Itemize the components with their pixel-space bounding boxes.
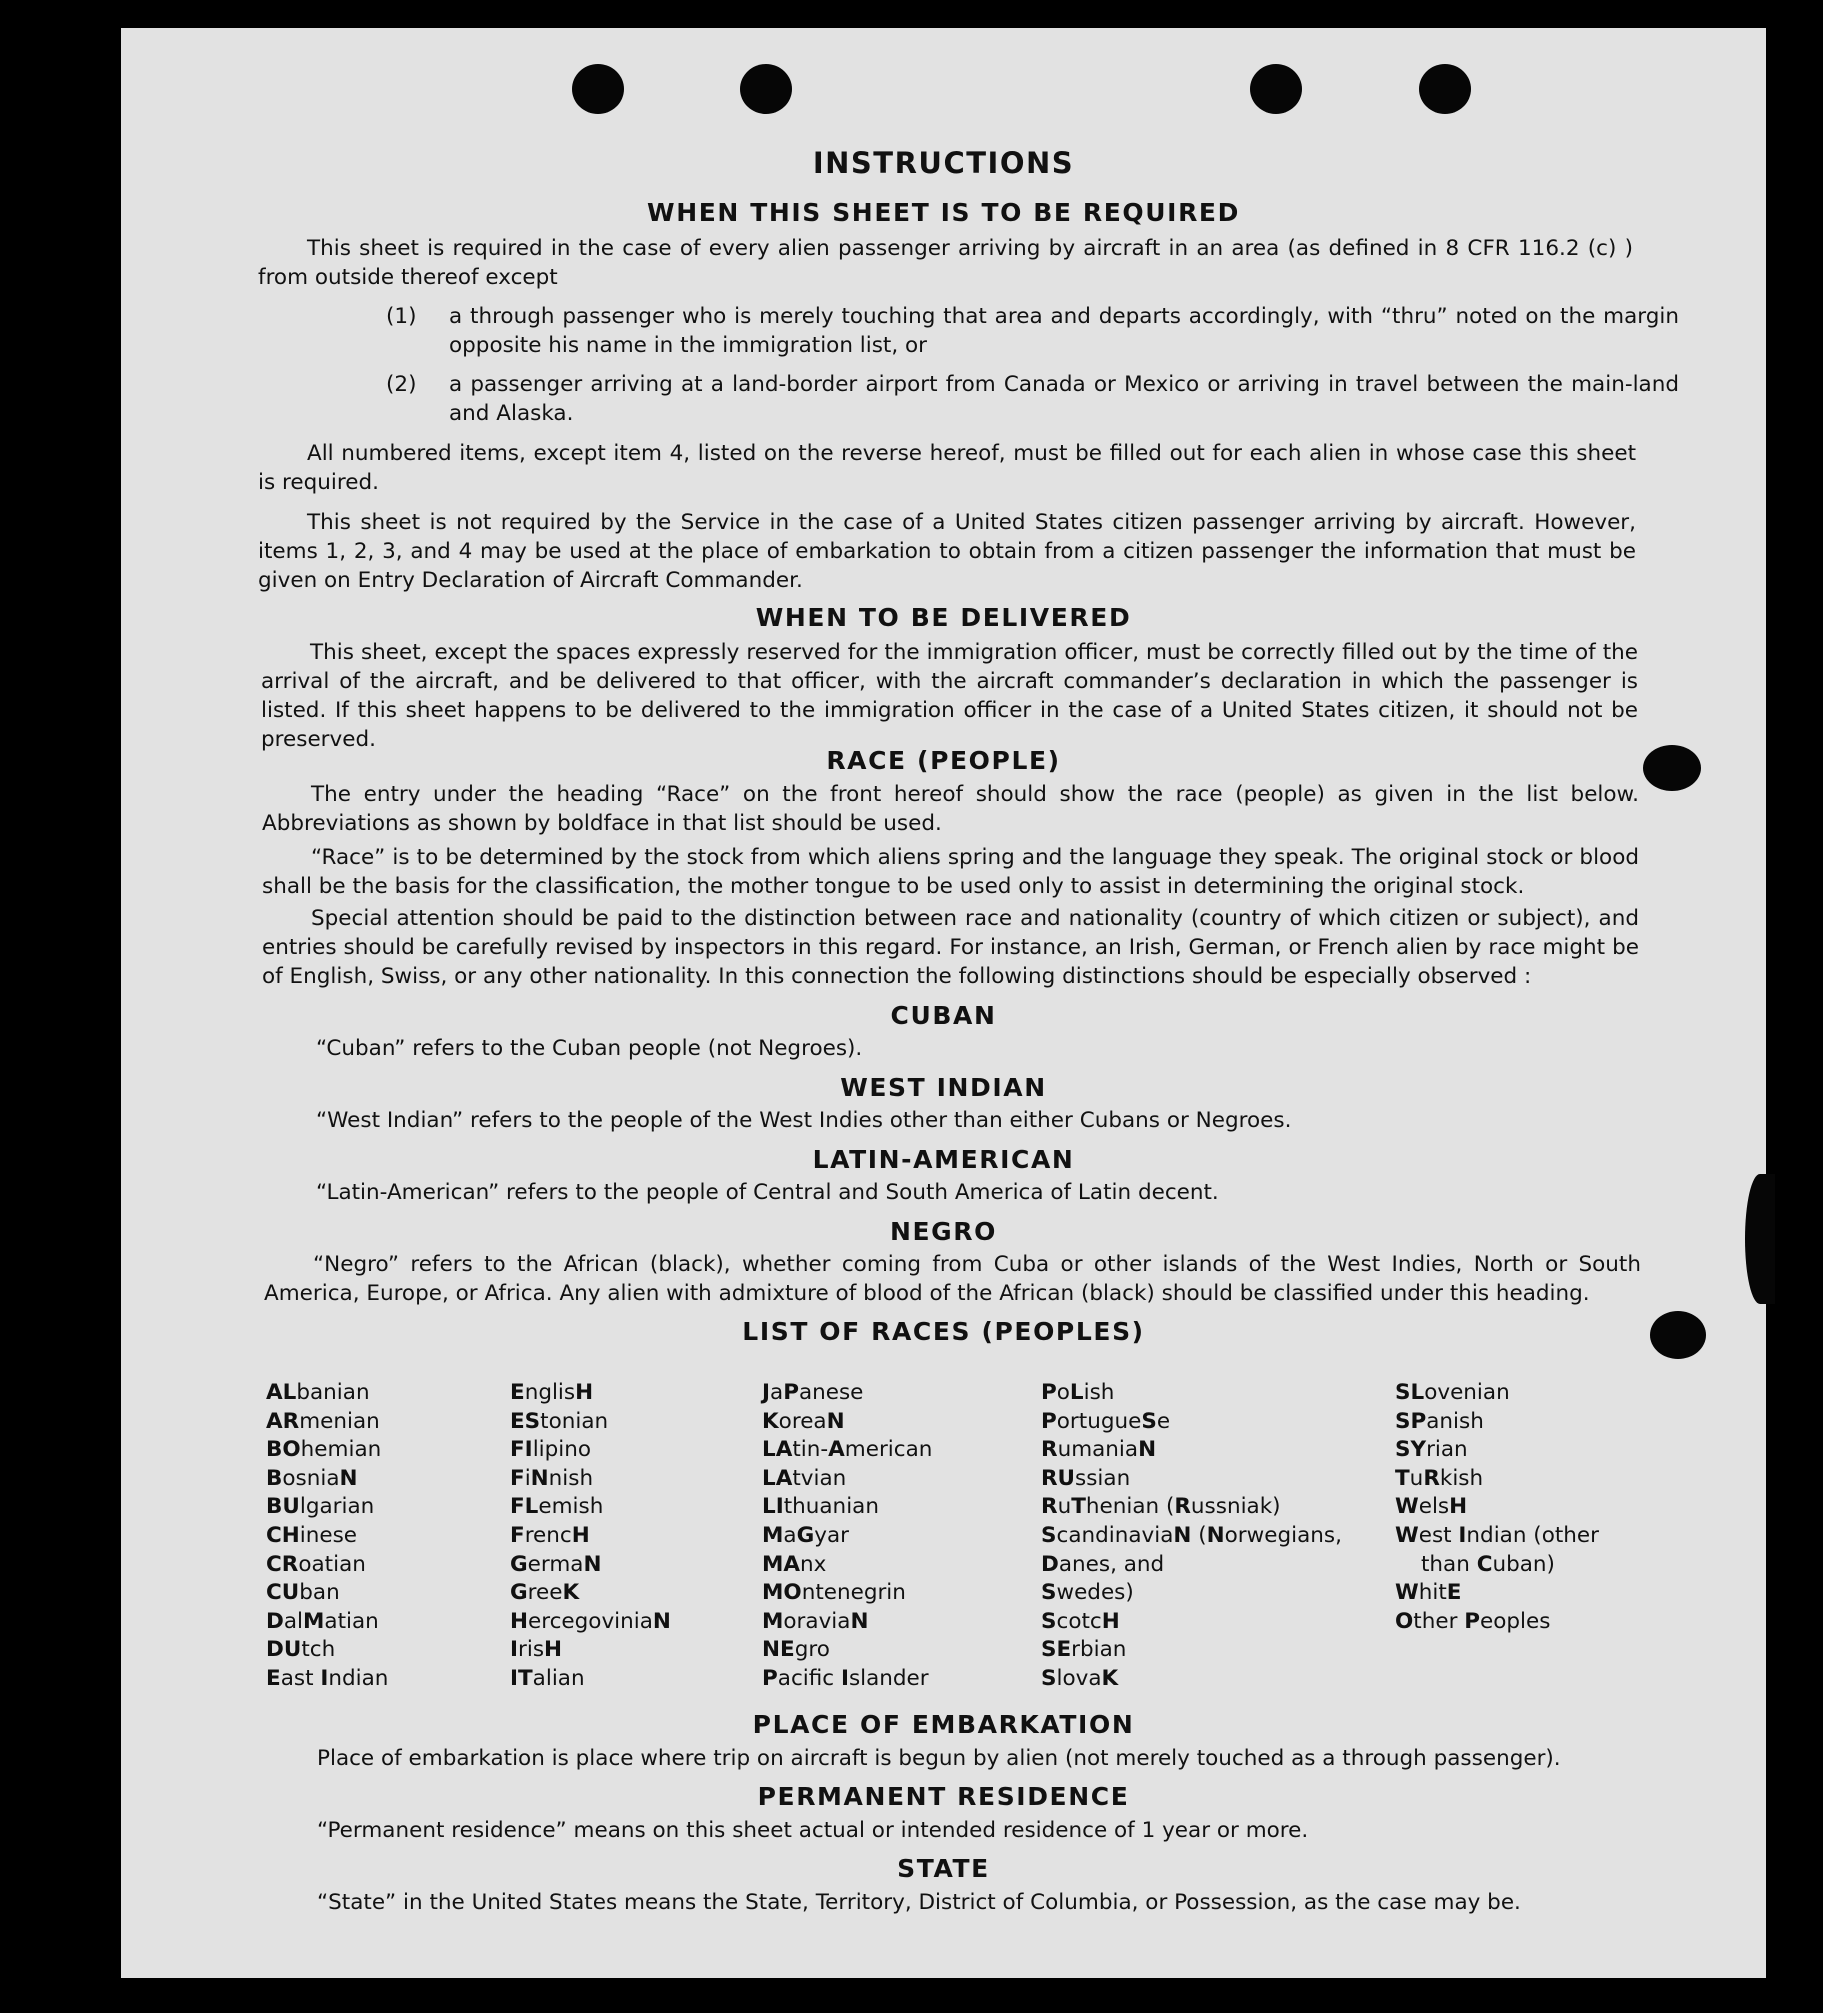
race-list-column (1395, 1379, 1599, 1636)
race-entry: CUban (266, 1580, 340, 1606)
race-entry: Danes, and (1041, 1551, 1165, 1577)
race-entry: RUssian (1041, 1465, 1131, 1491)
race-entry: MAnx (762, 1551, 827, 1577)
race-entry: MoraviaN (762, 1608, 869, 1634)
race-entry: FiNnish (510, 1465, 594, 1491)
paragraph: Place of embarkation is place where trip on aircraft is begun by alien (not merely touched as a through passenger). (317, 1746, 1561, 1771)
section-heading: CUBAN (890, 1001, 997, 1030)
race-entry: ARmenian (266, 1408, 380, 1434)
item-text: a passenger arriving at a land-border airport from Canada or Mexico or arriving in travel between the main-land and Alaska. (449, 372, 1679, 426)
race-entry: SPanish (1395, 1408, 1484, 1434)
paragraph: This sheet, except the spaces expressly reserved for the immigration officer, must be correctly filled out by the time of the arrival of the aircraft, and be delivered to that officer, with the aircraft commander’s declaration in which the passenger is listed. If this sheet happens to be delivered to the immigration officer in the case of a United States citizen, it should not be preserved. (261, 640, 1638, 752)
race-entry: KoreaN (762, 1408, 845, 1434)
paragraph: “State” in the United States means the State, Territory, District of Columbia, or Possession, as the case may be. (317, 1890, 1521, 1915)
race-entry: West Indian (other (1395, 1522, 1599, 1548)
race-entry: MaGyar (762, 1522, 849, 1548)
race-entry: BUlgarian (266, 1494, 375, 1520)
race-entry: ScotcH (1041, 1608, 1120, 1634)
section-heading: WHEN TO BE DELIVERED (755, 603, 1132, 632)
race-entry: IrisH (510, 1637, 563, 1663)
page-title: INSTRUCTIONS (812, 146, 1075, 180)
race-entry: LAtvian (762, 1465, 847, 1491)
race-entry: ALbanian (266, 1380, 370, 1405)
section-heading: LIST OF RACES (PEOPLES) (742, 1317, 1145, 1346)
race-entry: ScandinaviaN (Norwegians, (1041, 1522, 1342, 1548)
race-entry: Other Peoples (1395, 1608, 1551, 1634)
race-entry: Pacific Islander (762, 1665, 929, 1691)
race-entry: Swedes) (1041, 1580, 1134, 1606)
document-sheet (121, 28, 1766, 1978)
race-entry: LIthuanian (762, 1494, 879, 1520)
race-entry: ITalian (510, 1665, 585, 1691)
section-heading: WHEN THIS SHEET IS TO BE REQUIRED (647, 198, 1240, 227)
paragraph: Special attention should be paid to the distinction between race and nationality (country of which citizen or subject), and entries should be carefully revised by inspectors in this regard. For instance, an Irish, German, or French alien by race might be of English, Swiss, or any other nationality. In this connection the following distinctions should be especially observed : (262, 906, 1639, 989)
race-entry: LAtin-American (762, 1437, 933, 1463)
race-entry: than Cuban) (1421, 1551, 1555, 1577)
section-heading: RACE (PEOPLE) (826, 746, 1061, 775)
section-heading: LATIN-AMERICAN (812, 1145, 1075, 1174)
race-entry: EnglisH (510, 1380, 594, 1405)
race-list-column (1041, 1379, 1342, 1694)
race-entry: FLemish (510, 1494, 604, 1520)
race-entry: MOntenegrin (762, 1580, 906, 1606)
race-list-column (510, 1379, 671, 1694)
race-entry: DalMatian (266, 1608, 379, 1634)
race-entry: PortugueSe (1041, 1408, 1171, 1434)
race-entry: SLovenian (1395, 1380, 1510, 1405)
paragraph: “Permanent residence” means on this sheet actual or intended residence of 1 year or more. (317, 1818, 1309, 1843)
paragraph: “West Indian” refers to the people of the West Indies other than either Cubans or Negroes. (316, 1108, 1292, 1133)
race-entry: BOhemian (266, 1437, 382, 1463)
paragraph: “Latin-American” refers to the people of Central and South America of Latin decent. (316, 1180, 1219, 1205)
race-entry: SErbian (1041, 1637, 1127, 1663)
paragraph: “Cuban” refers to the Cuban people (not Negroes). (316, 1036, 863, 1061)
paragraph: “Negro” refers to the African (black), whether coming from Cuba or other islands of the West Indies, North or South America, Europe, or Africa. Any alien with admixture of blood of the African (black) should be classified under this heading. (264, 1252, 1641, 1306)
race-entry: TuRkish (1395, 1465, 1484, 1491)
paragraph: This sheet is not required by the Service in the case of a United States citizen passenger arriving by aircraft. However, items 1, 2, 3, and 4 may be used at the place of embarkation to obtain from a citizen passenger the information that must be given on Entry Declaration of Aircraft Commander. (258, 510, 1636, 593)
race-entry: CHinese (266, 1522, 358, 1548)
section-heading: NEGRO (889, 1217, 998, 1246)
section-heading: PERMANENT RESIDENCE (757, 1782, 1130, 1811)
race-entry: WelsH (1395, 1494, 1468, 1520)
race-entry: EStonian (510, 1408, 609, 1434)
race-entry: WhitE (1395, 1580, 1462, 1606)
item-text: a through passenger who is merely touching that area and departs accordingly, with “thru” noted on the margin opposite his name in the immigration list, or (449, 304, 1679, 358)
race-entry: FrencH (510, 1522, 590, 1548)
race-entry: BosniaN (266, 1465, 358, 1491)
race-list-column (266, 1379, 388, 1694)
section-heading: STATE (897, 1854, 990, 1883)
race-entry: RuThenian (Russniak) (1041, 1494, 1281, 1520)
item-number: (2) (386, 372, 417, 397)
paragraph: “Race” is to be determined by the stock from which aliens spring and the language they speak. The original stock or blood shall be the basis for the classification, the mother tongue to be used only to assist in determining the original stock. (262, 845, 1639, 899)
race-entry: GreeK (510, 1580, 580, 1606)
item-number: (1) (386, 304, 417, 329)
race-entry: FIlipino (510, 1437, 592, 1463)
race-list-column (762, 1379, 932, 1694)
paragraph: The entry under the heading “Race” on the front hereof should show the race (people) as given in the list below. Abbreviations as shown by boldface in that list should be used. (262, 782, 1639, 836)
race-entry: GermaN (510, 1551, 602, 1577)
race-entry: CRoatian (266, 1551, 366, 1577)
paragraph: All numbered items, except item 4, listed on the reverse hereof, must be filled out for each alien in whose case this sheet is required. (258, 441, 1636, 495)
race-entry: SlovaK (1041, 1665, 1119, 1691)
race-entry: SYrian (1395, 1437, 1468, 1463)
race-entry: HercegoviniaN (510, 1608, 671, 1634)
instructions-content (121, 28, 1766, 1978)
section-heading: PLACE OF EMBARKATION (752, 1710, 1135, 1739)
race-entry: East Indian (266, 1665, 389, 1691)
race-entry: RumaniaN (1041, 1437, 1157, 1463)
paragraph: This sheet is required in the case of every alien passenger arriving by aircraft in an area (as defined in 8 CFR 116.2 (c) ) from outside thereof except (258, 236, 1633, 290)
race-entry: DUtch (266, 1637, 336, 1663)
race-entry: NEgro (762, 1637, 830, 1663)
section-heading: WEST INDIAN (840, 1073, 1047, 1102)
race-entry: PoLish (1041, 1380, 1115, 1405)
race-entry: JaPanese (762, 1380, 864, 1405)
